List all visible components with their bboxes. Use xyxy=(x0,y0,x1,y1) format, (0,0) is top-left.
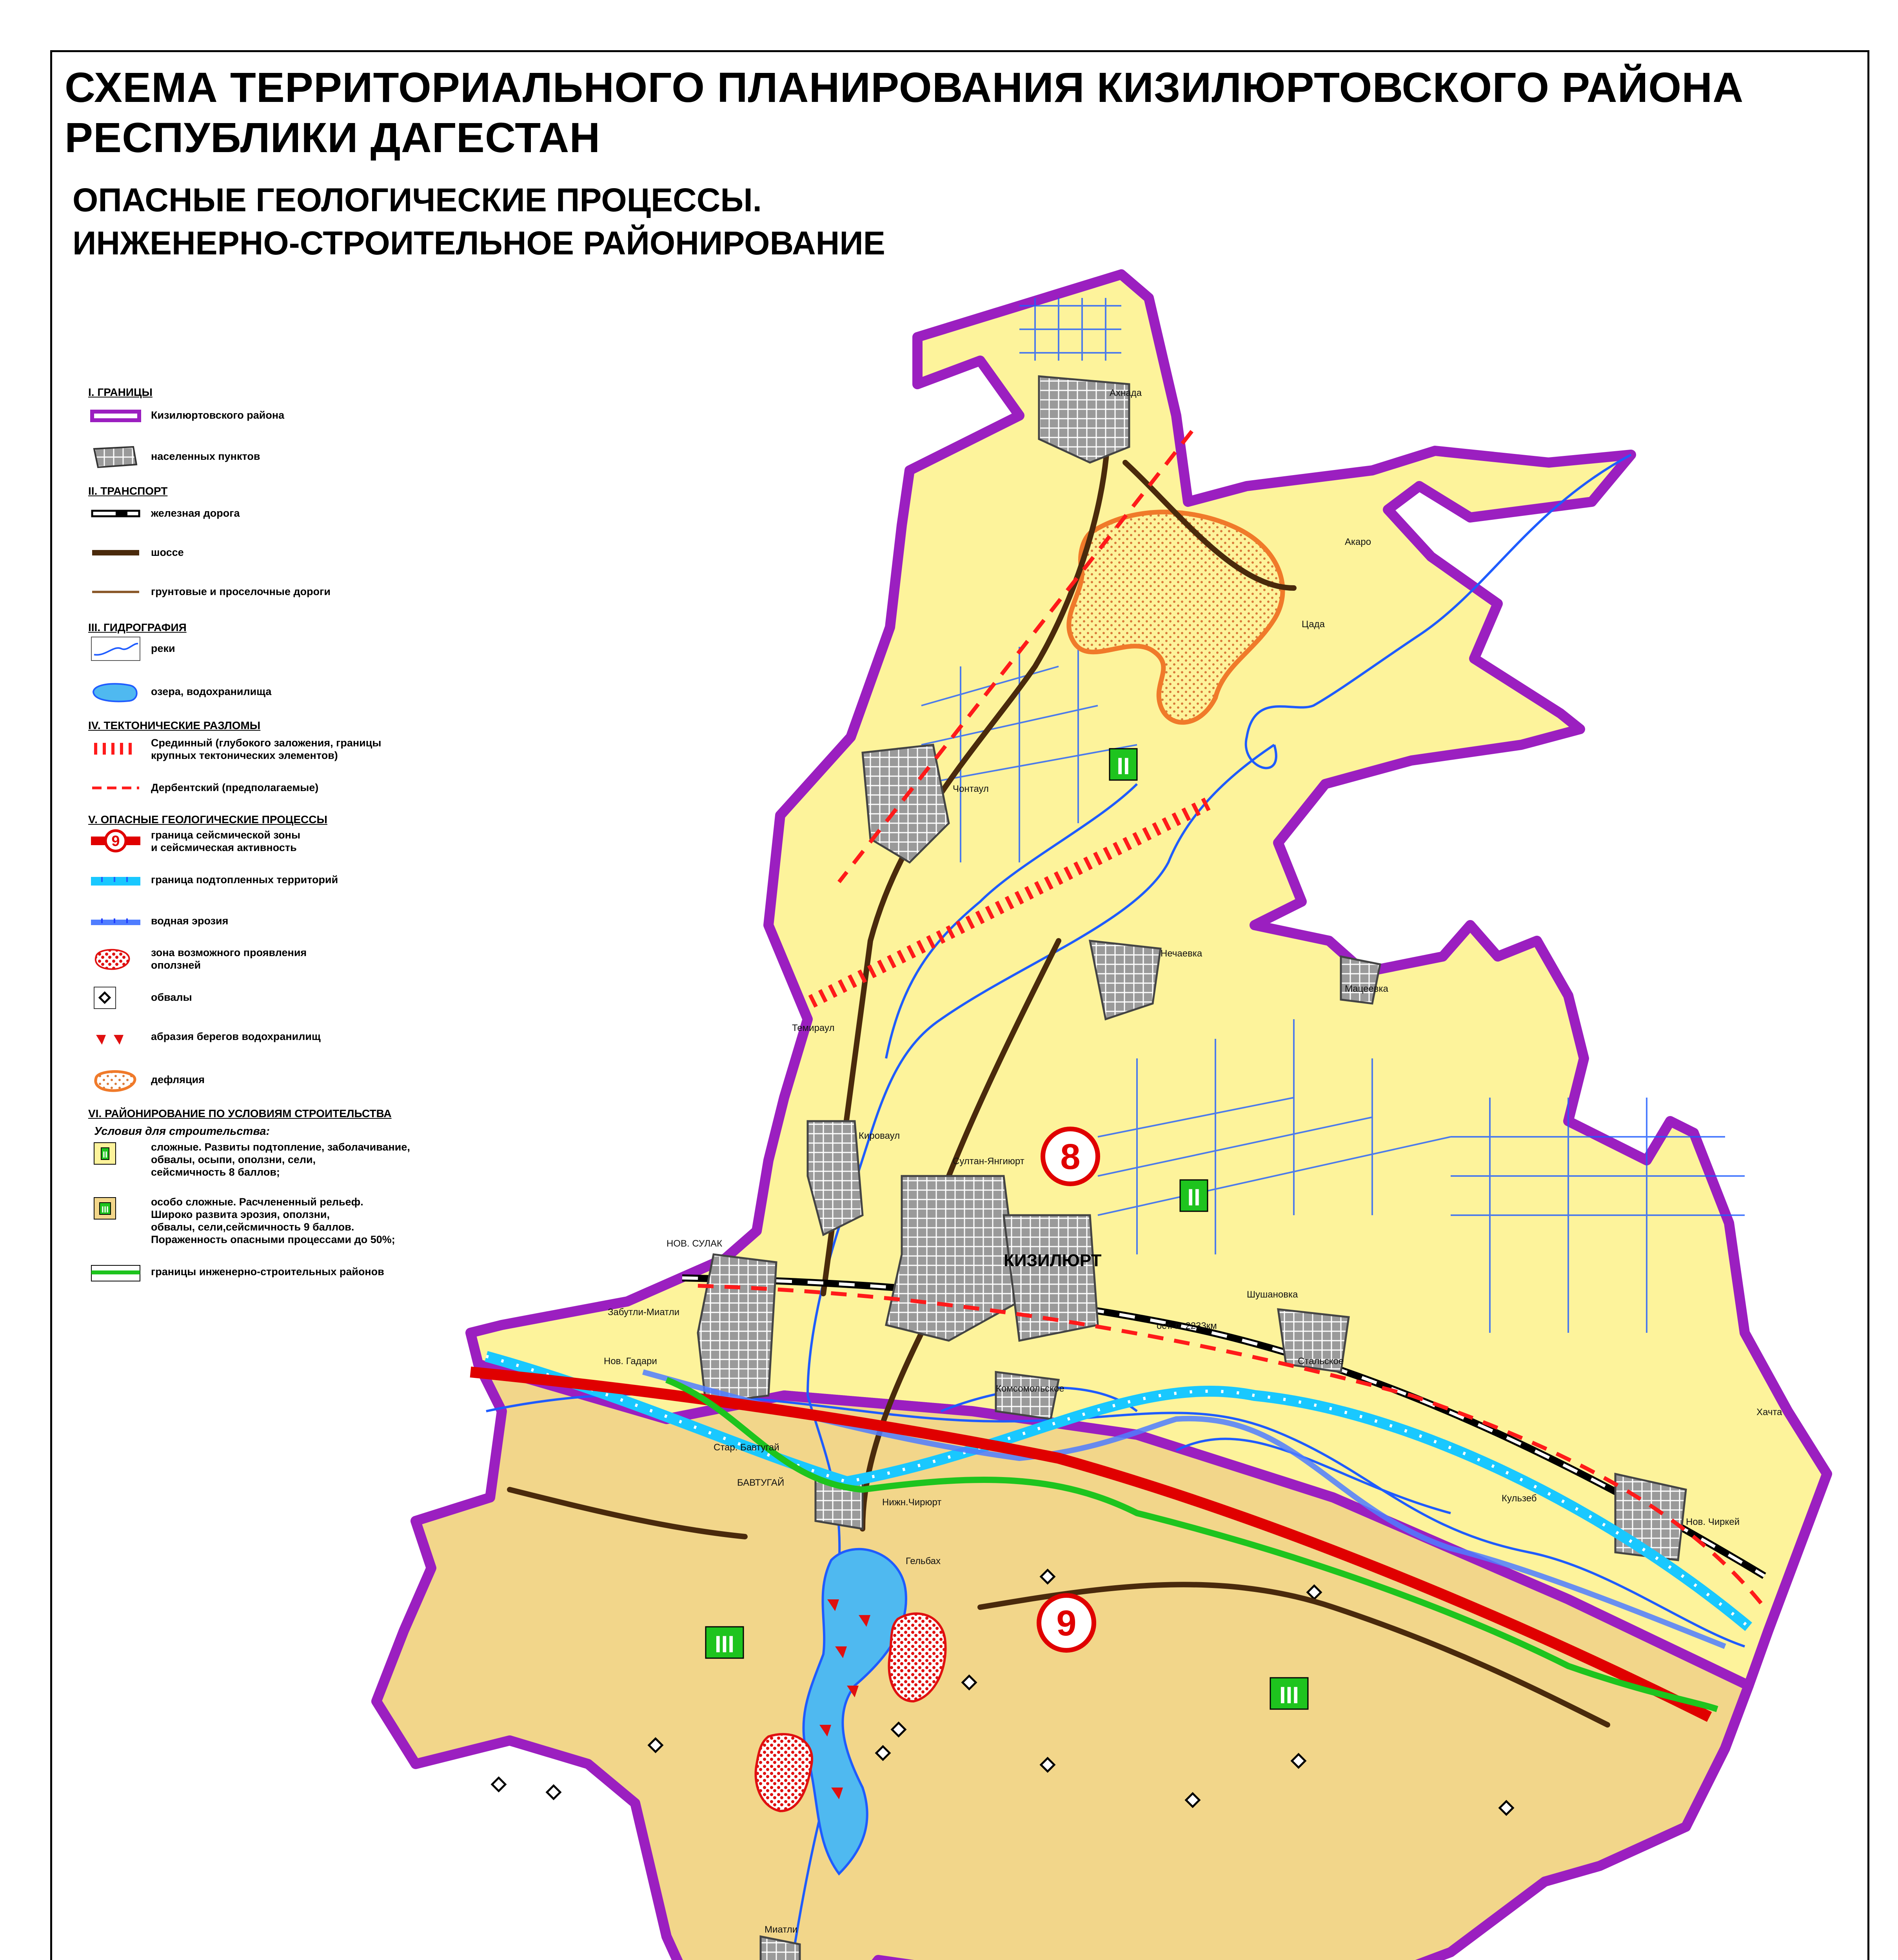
label-star-bavtugay: Стар. Бавтугай xyxy=(714,1442,779,1453)
svg-text:9: 9 xyxy=(1056,1603,1077,1643)
label-nov-chirkey: Нов. Чиркей xyxy=(1686,1517,1740,1527)
label-tsada: Цада xyxy=(1302,619,1325,630)
railway-symbol xyxy=(90,500,141,527)
rockfall-symbol xyxy=(90,984,141,1011)
seismic-zone-8-marker xyxy=(1043,1129,1098,1184)
legend-row-rivers: реки xyxy=(88,635,480,666)
legend-section-zoning: VI. РАЙОНИРОВАНИЕ ПО УСЛОВИЯМ СТРОИТЕЛЬСТВА xyxy=(88,1107,392,1120)
river-symbol xyxy=(90,635,141,662)
zone-ii-marker-central xyxy=(1180,1180,1208,1211)
legend-row-zone-ii: II сложные. Развиты подтопление, заболачивание, обвалы, осыпи, оползни, сели, сейсмичность 8 баллов; xyxy=(88,1141,480,1172)
landslide-symbol xyxy=(90,945,141,972)
legend-row-highway: шоссе xyxy=(88,539,480,570)
legend-section-hydrography: III. ГИДРОГРАФИЯ xyxy=(88,621,187,633)
svg-text:II: II xyxy=(1187,1184,1201,1210)
legend-row-railway: железная дорога xyxy=(88,500,480,531)
label-nechaevka: Нечаевка xyxy=(1161,948,1202,959)
label-akhnada: Ахнада xyxy=(1110,388,1142,398)
label-kirovaul: Кироваул xyxy=(859,1131,900,1141)
legend-section-transport: II. ТРАНСПОРТ xyxy=(88,485,168,497)
legend-conditions-caption: Условия для строительства: xyxy=(94,1125,270,1138)
legend-row-water-erosion: водная эрозия xyxy=(88,907,480,939)
legend-row-deflation: дефляция xyxy=(88,1066,480,1098)
label-kizilyurt: КИЗИЛЮРТ xyxy=(1004,1251,1102,1270)
legend-row-zone-borders: границы инженерно-строительных районов xyxy=(88,1258,480,1290)
legend-row-seismic: 9 граница сейсмической зоны и сейсмическая активность xyxy=(88,827,480,858)
zone-ii-symbol xyxy=(90,1141,141,1168)
legend-section-hazards: V. ОПАСНЫЕ ГЕОЛОГИЧЕСКИЕ ПРОЦЕССЫ xyxy=(88,813,327,826)
legend-row-median-fault: Срединный (глубокого заложения, границы крупных тектонических элементов) xyxy=(88,735,480,766)
legend-row-lakes: озера, водохранилища xyxy=(88,678,480,710)
legend-row-abrasion: абразия берегов водохранилищ xyxy=(88,1023,480,1054)
label-akaro: Акаро xyxy=(1345,537,1371,547)
legend-row-settlements: населенных пунктов xyxy=(88,443,480,474)
seismic-zone-9-marker xyxy=(1039,1595,1094,1650)
svg-text:III: III xyxy=(714,1631,735,1657)
label-shushanovka: Шушановка xyxy=(1247,1289,1298,1300)
district-boundary-symbol xyxy=(90,402,141,429)
zone-iii-marker-east xyxy=(1270,1678,1308,1709)
label-bavtugay: БАВТУГАЙ xyxy=(737,1477,785,1488)
label-matseevka: Мацеевка xyxy=(1345,984,1388,994)
legend-row-flooding: граница подтопленных территорий xyxy=(88,866,480,898)
label-temiraul: Темираул xyxy=(792,1023,835,1033)
label-gelbakh: Гельбах xyxy=(906,1556,941,1566)
derbent-fault-symbol xyxy=(90,774,141,802)
label-nov-sulak: НОВ. СУЛАК xyxy=(667,1238,723,1249)
map-subtitle-line-2: ИНЖЕНЕРНО-СТРОИТЕЛЬНОЕ РАЙОНИРОВАНИЕ xyxy=(73,225,885,261)
label-nov-gadari: Нов. Гадари xyxy=(604,1356,657,1367)
legend-row-district-boundary: Кизилюртовского района xyxy=(88,402,480,433)
flooding-boundary-symbol xyxy=(90,866,141,894)
water-erosion-symbol xyxy=(90,907,141,935)
svg-text:II: II xyxy=(102,1150,108,1160)
label-komsomolskoe: Комсомольское xyxy=(996,1383,1064,1394)
map-title-line-1: СХЕМА ТЕРРИТОРИАЛЬНОГО ПЛАНИРОВАНИЯ КИЗИЛЮРТОВСКОГО РАЙОНА xyxy=(65,64,1744,111)
zone-iii-marker-west xyxy=(706,1627,743,1658)
zone-ii-marker-north xyxy=(1110,749,1137,780)
zone-border-symbol xyxy=(90,1258,141,1286)
map-title-line-2: РЕСПУБЛИКИ ДАГЕСТАН xyxy=(65,114,601,161)
legend-section-faults: IV. ТЕКТОНИЧЕСКИЕ РАЗЛОМЫ xyxy=(88,719,261,731)
label-khachta: Хачта xyxy=(1756,1407,1782,1417)
settlement-symbol xyxy=(90,443,141,470)
dirt-road-symbol xyxy=(90,578,141,606)
svg-text:III: III xyxy=(101,1205,109,1214)
label-zabutli-miatli: Забутли-Миатли xyxy=(608,1307,680,1318)
legend-row-zone-iii: III особо сложные. Расчлененный рельеф. Широко развита эрозия, оползни, обвалы, сели,сейсмичность 9 баллов. Пораженность опасными процессами до 50%; xyxy=(88,1196,480,1227)
svg-text:III: III xyxy=(1279,1682,1299,1708)
label-stalskoe: Стальское xyxy=(1298,1356,1344,1367)
median-fault-symbol xyxy=(90,735,141,762)
label-sultan-yangiyurt: Султан-Янгиюрт xyxy=(953,1156,1024,1167)
legend-row-landslides: зона возможного проявления оползней xyxy=(88,945,480,976)
zone-iii-symbol xyxy=(90,1196,141,1223)
label-chontaul: Чонтаул xyxy=(953,784,989,794)
seismic-boundary-symbol xyxy=(90,827,141,855)
legend-row-derbent-fault: Дербентский (предполагаемые) xyxy=(88,774,480,806)
label-kulzeb: Кульзеб xyxy=(1502,1493,1537,1504)
svg-text:8: 8 xyxy=(1060,1137,1081,1177)
legend-section-boundaries: I. ГРАНИЦЫ xyxy=(88,386,153,398)
deflation-symbol xyxy=(90,1066,141,1094)
map-subtitle-line-1: ОПАСНЫЕ ГЕОЛОГИЧЕСКИЕ ПРОЦЕССЫ. xyxy=(73,181,762,218)
lake-symbol xyxy=(90,678,141,706)
label-ost-2233: ост. п. 2233км xyxy=(1157,1321,1217,1331)
highway-symbol xyxy=(90,539,141,566)
svg-text:9: 9 xyxy=(111,833,120,849)
label-miatli: Миатли xyxy=(765,1924,798,1935)
legend-row-rockfalls: обвалы xyxy=(88,984,480,1015)
legend-row-dirt-roads: грунтовые и проселочные дороги xyxy=(88,578,480,610)
svg-text:II: II xyxy=(1117,753,1130,779)
abrasion-symbol xyxy=(90,1023,141,1051)
label-nizh-chiryurt: Нижн.Чирюрт xyxy=(882,1497,942,1508)
